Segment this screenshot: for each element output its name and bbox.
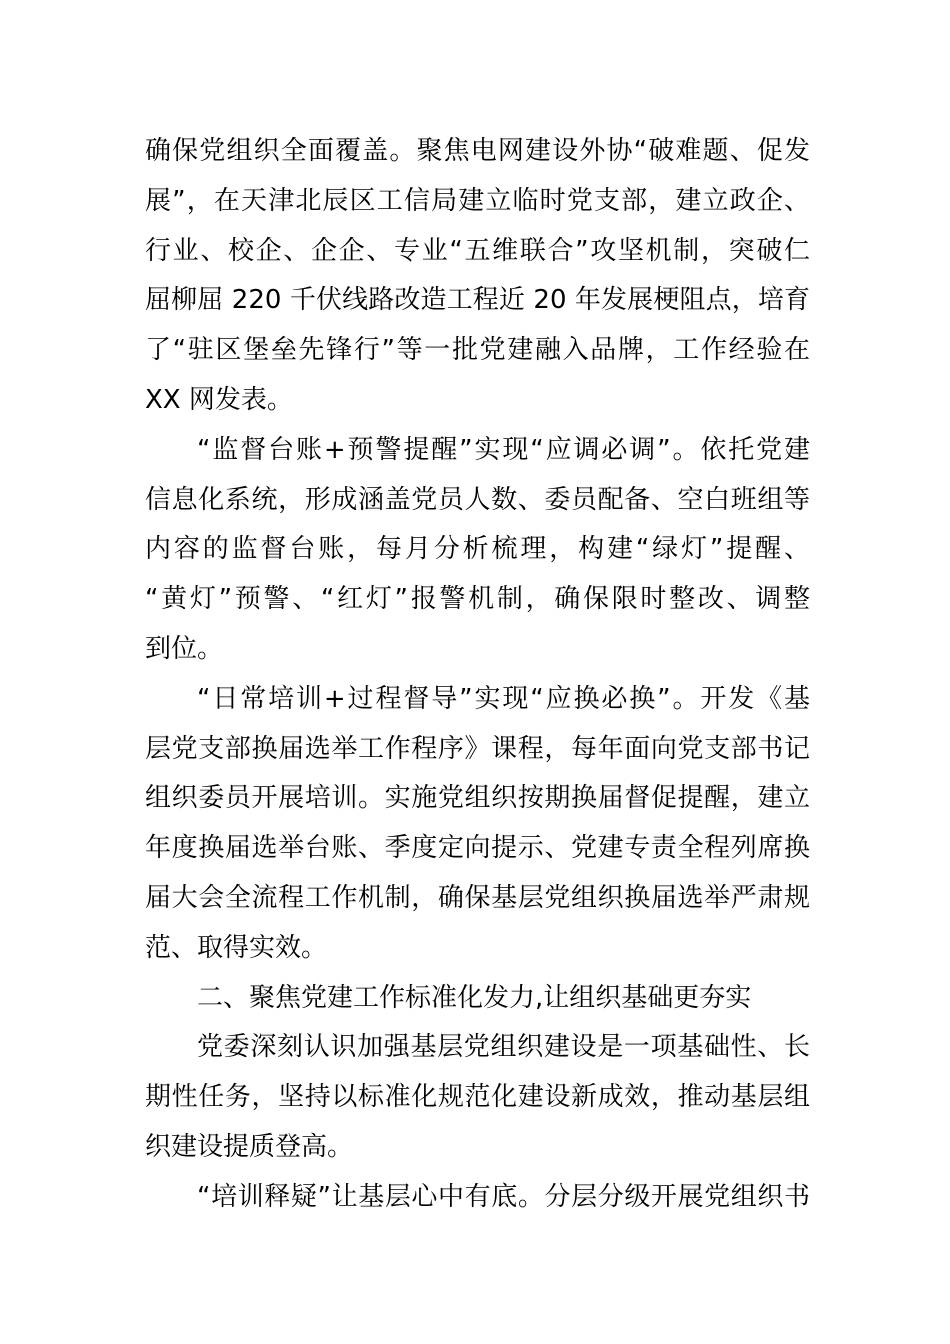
text-line: 层党支部换届选举工作程序》课程，每年面向党支部书记 [145,733,810,764]
text-line: “黄灯”预警、“红灯”报警机制，确保限时整改、调整 [145,584,810,615]
text-line: 织建设提质登高。 [145,1131,354,1162]
text-line: 了“驻区堡垒先锋行”等一批党建融入品牌，工作经验在 [145,335,810,366]
text-line: 范、取得实效。 [145,932,328,963]
text-line: 确保党组织全面覆盖。聚焦电网建设外协“破难题、促发 [145,136,810,166]
text-line: 信息化系统，形成涵盖党员人数、委员配备、空白班组等 [145,484,810,515]
text-line: 到位。 [145,633,224,664]
text-line: 屈柳屈 220 千伏线路改造工程近 20 年发展梗阻点，培育 [145,285,810,316]
paragraph-start-line: “监督台账+预警提醒”实现“应调必调”。依托党建 [197,434,810,465]
text-line: 展”，在天津北辰区工信局建立临时党支部，建立政企、 [145,185,810,216]
paragraph-start-line: 党委深刻认识加强基层党组织建设是一项基础性、长 [197,1032,810,1063]
paragraph-start-line: “日常培训+过程督导”实现“应换必换”。开发《基 [197,683,810,714]
text-line: 内容的监督台账，每月分析梳理，构建“绿灯”提醒、 [145,534,810,565]
text-line: 年度换届选举台账、季度定向提示、党建专责全程列席换 [145,833,810,864]
text-line: 届大会全流程工作机制，确保基层党组织换届选举严肃规 [145,882,810,913]
text-line: 组织委员开展培训。实施党组织按期换届督促提醒，建立 [145,783,810,814]
paragraph-start-line: “培训释疑”让基层心中有底。分层分级开展党组织书 [197,1181,810,1212]
text-line: 期性任务，坚持以标准化规范化建设新成效，推动基层组 [145,1082,810,1113]
section-heading: 二、聚焦党建工作标准化发力,让组织基础更夯实 [197,982,752,1013]
body-text [145,127,810,1223]
text-line: 行业、校企、企企、专业“五维联合”攻坚机制，突破仁 [145,235,810,266]
text-line: XX 网发表。 [145,384,293,415]
